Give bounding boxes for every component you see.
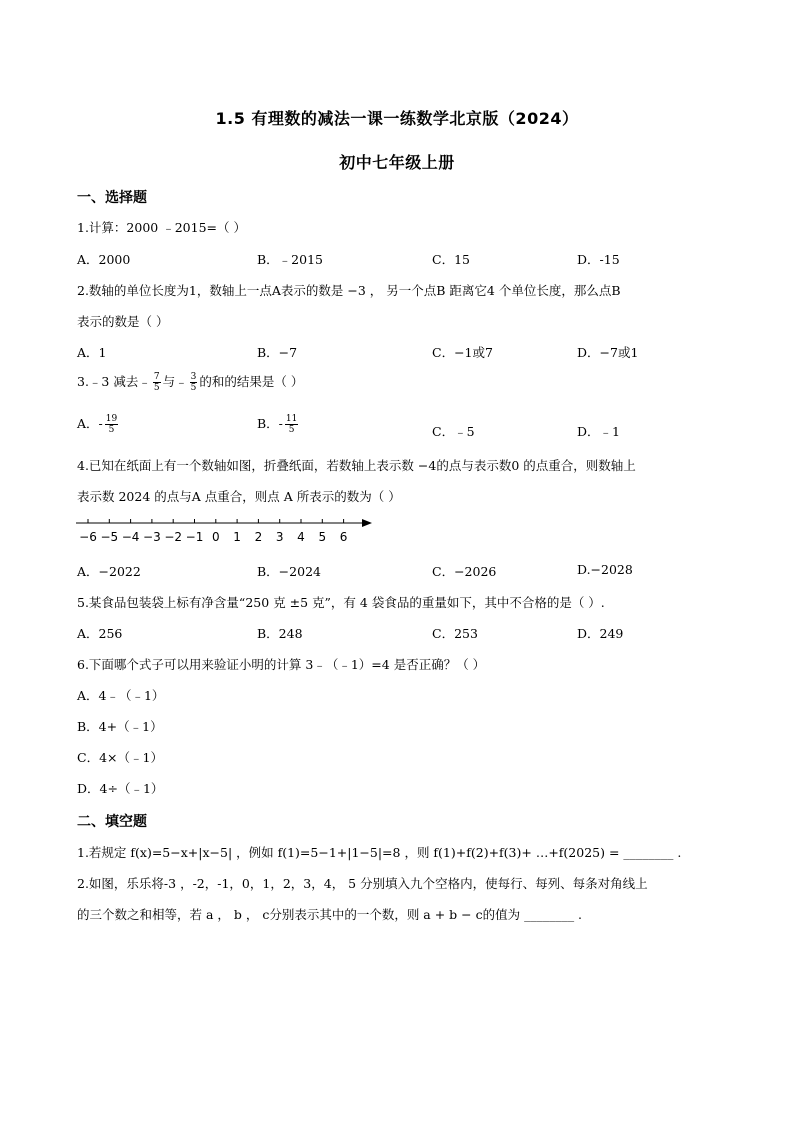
number-line-tick-label: −5 [100,530,119,544]
number-line-tick-labels [79,530,347,544]
fraction-numerator: 3 [190,372,197,382]
option-prefix: A．- [77,416,103,431]
q3-prefix: 3.﹣3 减去﹣ [77,374,151,389]
q2-option-d: D．−7或1 [577,345,639,360]
question-4-line-1: 4.已知在纸面上有一个数轴如图，折叠纸面，若数轴上表示数 −4的点与表示数0 的点重合，则数轴上 [77,458,636,473]
number-line-tick-label: −3 [143,530,161,544]
section-heading-fill-blank: 二、填空题 [77,814,147,830]
number-line-tick-label: 0 [211,530,220,544]
document-subtitle: 初中七年级上册 [339,153,455,172]
number-line-tick-label: 1 [233,530,241,544]
q6-option-c: C．4×（﹣1） [77,750,163,765]
question-2-line-1: 2.数轴的单位长度为1，数轴上一点A表示的数是 −3 ， 另一个点B 距离它4 个单位长度，那么点B [77,283,621,298]
fill-question-2-line-2: 的三个数之和相等，若 a ， b ， c分别表示其中的一个数，则 a + b − c的值为 ________ . [77,907,583,922]
section-heading-choice: 一、选择题 [77,190,147,206]
number-line-tick-label: 2 [254,530,263,544]
q1-option-d: D．-15 [577,252,620,267]
number-line-tick-label: 3 [275,530,284,544]
number-line-tick-label: −4 [121,530,140,544]
q4-option-d: D.−2028 [577,562,633,577]
q1-option-a: A．2000 [77,252,131,267]
number-line-tick-label: 5 [318,530,327,544]
q5-option-c: C．253 [432,626,478,641]
q2-option-b: B．−7 [257,345,298,360]
fraction-denominator: 5 [288,425,295,435]
fraction-numerator: 11 [285,414,298,424]
q3-option-c: C．﹣5 [432,424,475,439]
q3-option-b [257,414,300,435]
number-line-tick-label: −2 [164,530,183,544]
number-line-figure [74,514,384,548]
q6-option-d: D．4÷（﹣1） [77,781,164,796]
number-line-ticks [88,519,344,523]
number-line-tick-label: −6 [79,530,97,544]
fraction-19-5 [105,414,118,435]
q1-option-c: C．15 [432,252,470,267]
q4-option-a: A．−2022 [77,564,141,579]
fraction-11-5 [285,414,298,435]
fraction-denominator: 5 [108,425,115,435]
q3-mid: 与﹣ [162,374,188,389]
fraction-denominator: 5 [153,383,160,393]
question-5-text: 5.某食品包装袋上标有净含量“250 克 ±5 克”，有 4 袋食品的重量如下，其中不合格的是（ ）. [77,595,605,610]
question-2-line-2: 表示的数是（ ） [77,314,169,329]
fill-question-1-text: 1.若规定 f(x)=5−x+|x−5| ，例如 f(1)=5−1+|1−5|=8 ，则 f(1)+f(2)+f(3)+ …+f(2025) = ________ . [77,845,682,860]
fraction-7-5 [153,372,161,393]
q4-option-b: B．−2024 [257,564,321,579]
option-prefix: B．- [257,416,283,431]
number-line-tick-label: −1 [185,530,204,544]
q2-option-c: C．−1或7 [432,345,493,360]
fraction-denominator: 5 [190,383,197,393]
fill-question-2-line-1: 2.如图，乐乐将-3 ，-2，-1，0，1，2，3，4， 5 分别填入九个空格内，使每行、每列、每条对角线上 [77,876,648,891]
document-title: 1.5 有理数的减法一课一练数学北京版（2024） [215,109,579,128]
q3-option-a [77,414,120,435]
q3-option-d: D．﹣1 [577,424,620,439]
question-3-text [77,372,303,393]
q3-suffix: 的和的结果是（ ） [199,374,304,389]
q5-option-d: D．249 [577,626,624,641]
q1-option-b: B．﹣2015 [257,252,323,267]
q6-option-b: B．4+（﹣1） [77,719,163,734]
question-4-line-2: 表示数 2024 的点与A 点重合，则点 A 所表示的数为（ ） [77,489,401,504]
fraction-numerator: 7 [153,372,160,382]
q5-option-b: B．248 [257,626,303,641]
number-line-tick-label: 6 [339,530,348,544]
q6-option-a: A．4﹣（﹣1） [77,688,165,703]
number-line-arrow [362,519,372,527]
question-6-text: 6.下面哪个式子可以用来验证小明的计算 3﹣（﹣1）=4 是否正确？（ ） [77,657,486,672]
question-1-text: 1.计算：2000 ﹣2015=（ ） [77,220,246,235]
fraction-3-5 [190,372,198,393]
fraction-numerator: 19 [105,414,118,424]
q5-option-a: A．256 [77,626,123,641]
q2-option-a: A．1 [77,345,107,360]
number-line-tick-label: 4 [297,530,305,544]
q4-option-c: C．−2026 [432,564,497,579]
